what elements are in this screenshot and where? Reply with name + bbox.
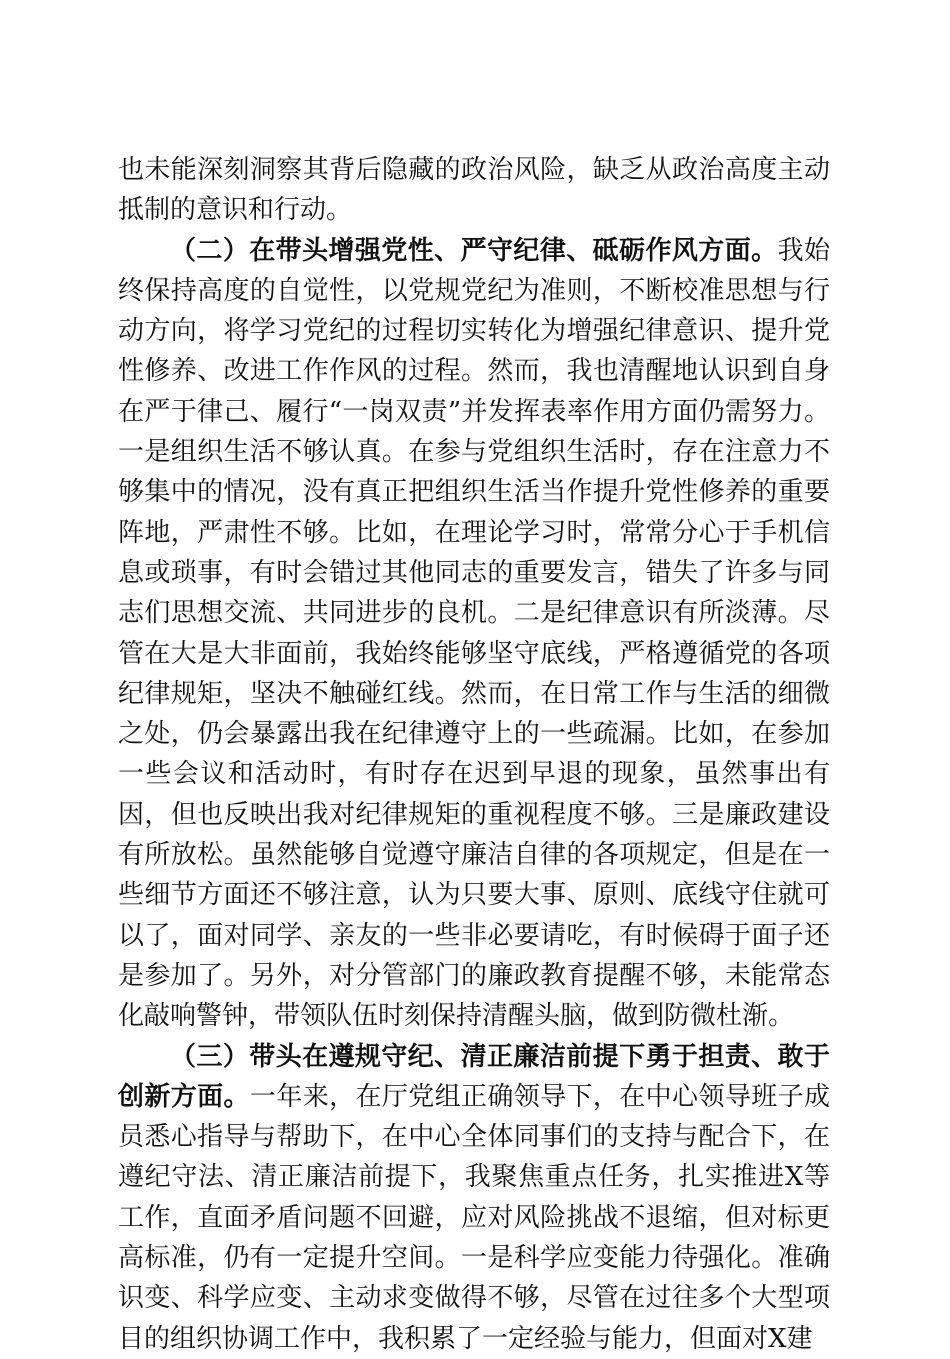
paragraph-section-three [118, 1037, 830, 1359]
document-body [118, 150, 830, 1359]
section-heading: （二）在带头增强党性、严守纪律、砥砺作风方面。 [170, 235, 778, 266]
paragraph-text: 我始终保持高度的自觉性，以党规党纪为准则，不断校准思想与行动方向，将学习党纪的过程切实转化为增强纪律意识、提升党性修养、改进工作作风的过程。然而，我也清醒地认识到自身在严于律己、履行“一岗双责”并发挥表率作用方面仍需努力。一是组织生活不够认真。在参与党组织生活时，存在注意力不够集中的情况，没有真正把组织生活当作提升党性修养的重要阵地，严肃性不够。比如，在理论学习时，常常分心于手机信息或琐事，有时会错过其他同志的重要发言，错失了许多与同志们思想交流、共同进步的良机。二是纪律意识有所淡薄。尽管在大是大非面前，我始终能够坚守底线，严格遵循党的各项纪律规矩，坚决不触碰红线。然而，在日常工作与生活的细微之处，仍会暴露出我在纪律遵守上的一些疏漏。比如，在参加一些会议和活动时，有时存在迟到早退的现象，虽然事出有因，但也反映出我对纪律规矩的重视程度不够。三是廉政建设有所放松。虽然能够自觉遵守廉洁自律的各项规定，但是在一些细节方面还不够注意，认为只要大事、原则、底线守住就可以了，面对同学、亲友的一些非必要请吃，有时候碍于面子还是参加了。另外，对分管部门的廉政教育提醒不够，未能常态化敲响警钟，带领队伍时刻保持清醒头脑，做到防微杜渐。 [118, 235, 830, 1032]
section-heading: （三）带头在遵规守纪、清正廉洁前提下勇于担责、敢于创新方面。 [118, 1041, 830, 1112]
paragraph-continuation [118, 150, 830, 231]
paragraph-section-two [118, 231, 830, 1037]
paragraph-text: 一年来，在厅党组正确领导下，在中心领导班子成员悉心指导与帮助下，在中心全体同事们的支持与配合下，在遵纪守法、清正廉洁前提下，我聚焦重点任务，扎实推进X等工作，直面矛盾问题不回避，应对风险挑战不退缩，但对标更高标准，仍有一定提升空间。一是科学应变能力待强化。准确识变、科学应变、主动求变做得不够，尽管在过往多个大型项目的组织协调工作中，我积累了一定经验与能力，但面对X建 [118, 1081, 830, 1354]
paragraph-text: 也未能深刻洞察其背后隐藏的政治风险，缺乏从政治高度主动抵制的意识和行动。 [118, 155, 830, 226]
